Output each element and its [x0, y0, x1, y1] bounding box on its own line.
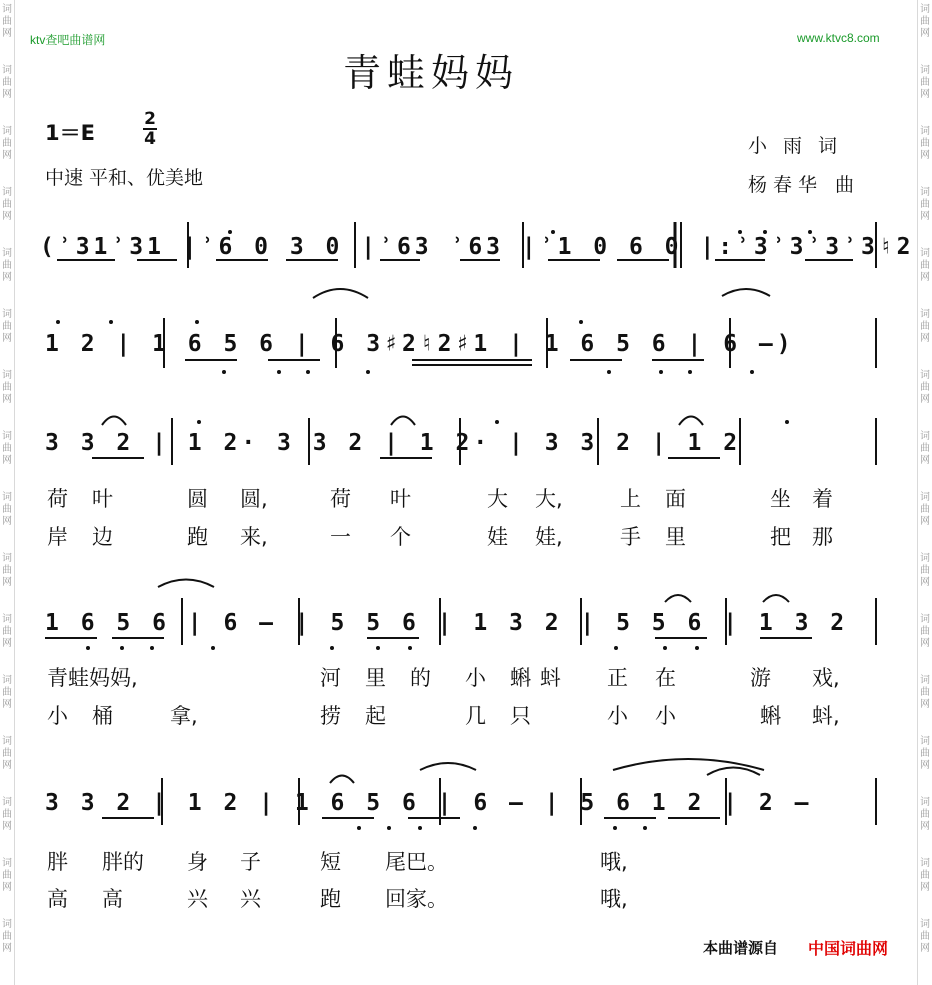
watermark-char: 网: [920, 821, 930, 832]
watermark-char: 网: [920, 394, 930, 405]
song-title: 青蛙妈妈: [343, 51, 520, 95]
watermark-char: 网: [920, 455, 930, 466]
watermark-char: 词: [2, 492, 12, 503]
watermark-char: 曲: [2, 748, 12, 759]
watermark-char: 词: [920, 614, 930, 625]
score-row-4: 1 6 5 6 | 6 – | 5 5 6 | 1 3 2 | 5 5 6 | 1 3 2: [45, 610, 849, 636]
watermark-char: 曲: [920, 504, 930, 515]
watermark-char: 网: [2, 211, 12, 222]
lyric-syllable: 胖: [47, 850, 68, 874]
watermark-char: 词: [2, 919, 12, 930]
lyric-syllable: 正: [607, 666, 628, 690]
time-sig-bottom: 4: [144, 129, 156, 149]
lyric-syllable: 小: [47, 704, 68, 728]
lyric-syllable: 那: [812, 525, 833, 549]
watermark-char: 网: [920, 333, 930, 344]
watermark-char: 曲: [920, 382, 930, 393]
lyric-syllable: 短: [320, 850, 341, 874]
watermark-char: 网: [2, 638, 12, 649]
watermark-char: 曲: [920, 626, 930, 637]
lyric-syllable: 圆,: [240, 487, 268, 511]
watermark-char: 曲: [2, 77, 12, 88]
watermark-char: 网: [920, 89, 930, 100]
watermark-char: 曲: [2, 626, 12, 637]
lyric-syllable: 边: [92, 525, 113, 549]
watermark-char: 词: [920, 431, 930, 442]
watermark-char: 词: [920, 553, 930, 564]
lyric-syllable: 个: [390, 525, 411, 549]
watermark-char: 词: [2, 370, 12, 381]
lyric-syllable: 青蛙妈妈,: [47, 666, 138, 690]
watermark-char: 曲: [2, 443, 12, 454]
watermark-char: 曲: [2, 260, 12, 271]
watermark-char: 曲: [920, 16, 930, 27]
watermark-char: 词: [920, 919, 930, 930]
footer-source-link[interactable]: 中国词曲网: [808, 939, 889, 958]
lyricist-credit: 小雨词: [748, 135, 854, 157]
lyric-syllable: 只: [510, 704, 531, 728]
lyric-syllable: 兴: [187, 887, 208, 911]
watermark-char: 曲: [920, 748, 930, 759]
lyric-syllable: 跑: [320, 887, 341, 911]
watermark-char: 词: [920, 248, 930, 259]
watermark-char: 曲: [2, 687, 12, 698]
watermark-char: 曲: [920, 321, 930, 332]
watermark-char: 曲: [920, 443, 930, 454]
watermark-char: 网: [920, 577, 930, 588]
tempo-marking: 中速 平和、优美地: [45, 167, 204, 189]
watermark-char: 曲: [2, 138, 12, 149]
lyric-syllable: 里: [665, 525, 686, 549]
watermark-char: 词: [2, 614, 12, 625]
lyric-syllable: 荷: [47, 487, 68, 511]
octave-dots: [56, 230, 812, 830]
lyric-syllable: 小: [607, 704, 628, 728]
watermark-char: 词: [2, 248, 12, 259]
watermark-char: 词: [2, 126, 12, 137]
lyric-syllable: 来,: [240, 525, 268, 549]
lyric-syllable: 捞: [320, 704, 341, 728]
lyric-syllable: 坐: [770, 487, 791, 511]
watermark-char: 网: [2, 28, 12, 39]
watermark-char: 网: [2, 821, 12, 832]
lyric-syllable: 河: [320, 666, 341, 690]
watermark-char: 曲: [920, 870, 930, 881]
lyric-syllable: 手: [620, 525, 641, 549]
lyric-syllable: 把: [770, 525, 791, 549]
watermark-char: 词: [2, 4, 12, 15]
lyric-syllable: 几: [465, 704, 486, 728]
watermark-char: 词: [920, 370, 930, 381]
lyric-syllable: 尾巴。: [385, 850, 448, 874]
barlines: [162, 222, 876, 825]
watermark-char: 网: [920, 211, 930, 222]
time-sig-top: 2: [144, 109, 156, 129]
header-right-link[interactable]: www.ktvc8.com: [797, 31, 880, 45]
watermark-char: 网: [920, 150, 930, 161]
lyric-syllable: 哦,: [600, 850, 628, 874]
lyric-syllable: 回家。: [385, 887, 448, 911]
watermark-char: 网: [2, 272, 12, 283]
watermark-char: 词: [2, 187, 12, 198]
score-row-1: (ʾ31ʾ31 |ʾ6 0 3 0 |ʾ63 ʾ63 |ʾ1 0 6 0 |:ʾ3ʾ3ʾ3ʾ3♮2: [40, 234, 915, 260]
lyric-syllable: 在: [655, 666, 676, 690]
watermark-char: 词: [920, 736, 930, 747]
lyric-syllable: 岸: [47, 525, 68, 549]
lyric-syllable: 的: [410, 666, 431, 690]
watermark-char: 曲: [920, 138, 930, 149]
lyric-syllable: 蚪: [540, 666, 561, 690]
watermark-char: 曲: [920, 931, 930, 942]
watermark-char: 网: [920, 943, 930, 954]
lyric-syllable: 大: [487, 487, 508, 511]
lyric-syllable: 小: [465, 666, 486, 690]
footer-source-label: 本曲谱源自: [703, 939, 779, 957]
watermark-char: 曲: [920, 77, 930, 88]
key-signature: 1＝E: [45, 121, 95, 145]
watermark-char: 曲: [920, 199, 930, 210]
lyric-syllable: 里: [365, 666, 386, 690]
watermark-char: 网: [2, 943, 12, 954]
lyric-syllable: 圆: [187, 487, 208, 511]
watermark-char: 词: [920, 492, 930, 503]
watermark-char: 词: [920, 858, 930, 869]
watermark-char: 网: [2, 699, 12, 710]
watermark-char: 曲: [920, 687, 930, 698]
watermark-char: 网: [2, 455, 12, 466]
watermark-char: 网: [920, 699, 930, 710]
watermark-char: 词: [2, 858, 12, 869]
lyric-syllable: 蝌: [510, 666, 531, 690]
watermark-char: 曲: [920, 260, 930, 271]
watermark-char: 词: [920, 187, 930, 198]
watermark-char: 曲: [2, 931, 12, 942]
lyric-syllable: 上: [620, 487, 641, 511]
lyric-syllable: 戏,: [812, 666, 840, 690]
watermark-char: 网: [2, 333, 12, 344]
watermark-char: 网: [920, 760, 930, 771]
watermark-char: 网: [2, 760, 12, 771]
lyric-syllable: 高: [47, 887, 68, 911]
lyric-syllable: 叶: [92, 487, 113, 511]
lyric-syllable: 游: [750, 666, 771, 690]
lyric-syllable: 兴: [240, 887, 261, 911]
watermark-char: 曲: [2, 199, 12, 210]
score-row-2: 1 2 | 1 6 5 6 | 6 3♯2♮2♯1 | 1 6 5 6 | 6 –): [45, 331, 795, 357]
watermark-char: 网: [920, 882, 930, 893]
lyric-syllable: 起: [365, 704, 386, 728]
lyric-syllable: 着: [812, 487, 833, 511]
watermark-char: 网: [2, 89, 12, 100]
watermark-char: 网: [920, 28, 930, 39]
lyric-syllable: 蚪,: [812, 704, 840, 728]
watermark-char: 词: [2, 553, 12, 564]
lyric-syllable: 桶: [92, 704, 113, 728]
watermark-char: 网: [2, 516, 12, 527]
watermark-char: 词: [2, 431, 12, 442]
watermark-char: 网: [920, 516, 930, 527]
watermark-char: 网: [2, 577, 12, 588]
lyric-syllable: 哦,: [600, 887, 628, 911]
lyric-syllable: 胖的: [102, 850, 144, 874]
header-left-link[interactable]: ktv查吧曲谱网: [30, 33, 106, 47]
score-row-3: 3 3 2 | 1 2· 3 3 2 | 1 2· | 3 3 2 | 1 2: [45, 430, 742, 456]
score-row-5: 3 3 2 | 1 2 | 1 6 5 6 | 6 – | 5 6 1 2 | 2 –: [45, 790, 813, 816]
watermark-char: 曲: [2, 504, 12, 515]
watermark-char: 曲: [2, 16, 12, 27]
lyric-syllable: 娃: [487, 525, 508, 549]
lyric-syllable: 拿,: [170, 704, 198, 728]
lyric-syllable: 大,: [535, 487, 563, 511]
watermark-char: 曲: [2, 565, 12, 576]
lyric-syllable: 蝌: [760, 704, 781, 728]
watermark-char: 网: [920, 272, 930, 283]
lyric-syllable: 叶: [390, 487, 411, 511]
watermark-char: 曲: [2, 870, 12, 881]
watermark-char: 曲: [2, 809, 12, 820]
lyric-syllable: 面: [665, 487, 686, 511]
watermark-char: 网: [2, 150, 12, 161]
watermark-char: 词: [2, 797, 12, 808]
composer-credit: 杨春华 曲: [748, 174, 861, 196]
watermark-char: 网: [2, 882, 12, 893]
lyric-syllable: 身: [187, 850, 208, 874]
watermark-char: 词: [920, 309, 930, 320]
watermark-char: 词: [920, 675, 930, 686]
watermark-char: 词: [2, 309, 12, 320]
watermark-char: 词: [920, 65, 930, 76]
watermark-char: 词: [920, 4, 930, 15]
watermark-char: 词: [2, 675, 12, 686]
watermark-char: 网: [920, 638, 930, 649]
watermark-char: 词: [2, 736, 12, 747]
watermark-char: 曲: [2, 382, 12, 393]
watermark-char: 词: [920, 126, 930, 137]
watermark-char: 词: [2, 65, 12, 76]
lyric-syllable: 小: [655, 704, 676, 728]
lyric-syllable: 一: [330, 525, 351, 549]
lyric-syllable: 荷: [330, 487, 351, 511]
lyric-syllable: 跑: [187, 525, 208, 549]
watermark-char: 词: [920, 797, 930, 808]
watermark-char: 网: [2, 394, 12, 405]
watermark-char: 曲: [920, 809, 930, 820]
watermark-char: 曲: [2, 321, 12, 332]
lyric-syllable: 子: [240, 850, 261, 874]
lyric-syllable: 娃,: [535, 525, 563, 549]
watermark-char: 曲: [920, 565, 930, 576]
lyric-syllable: 高: [102, 887, 123, 911]
